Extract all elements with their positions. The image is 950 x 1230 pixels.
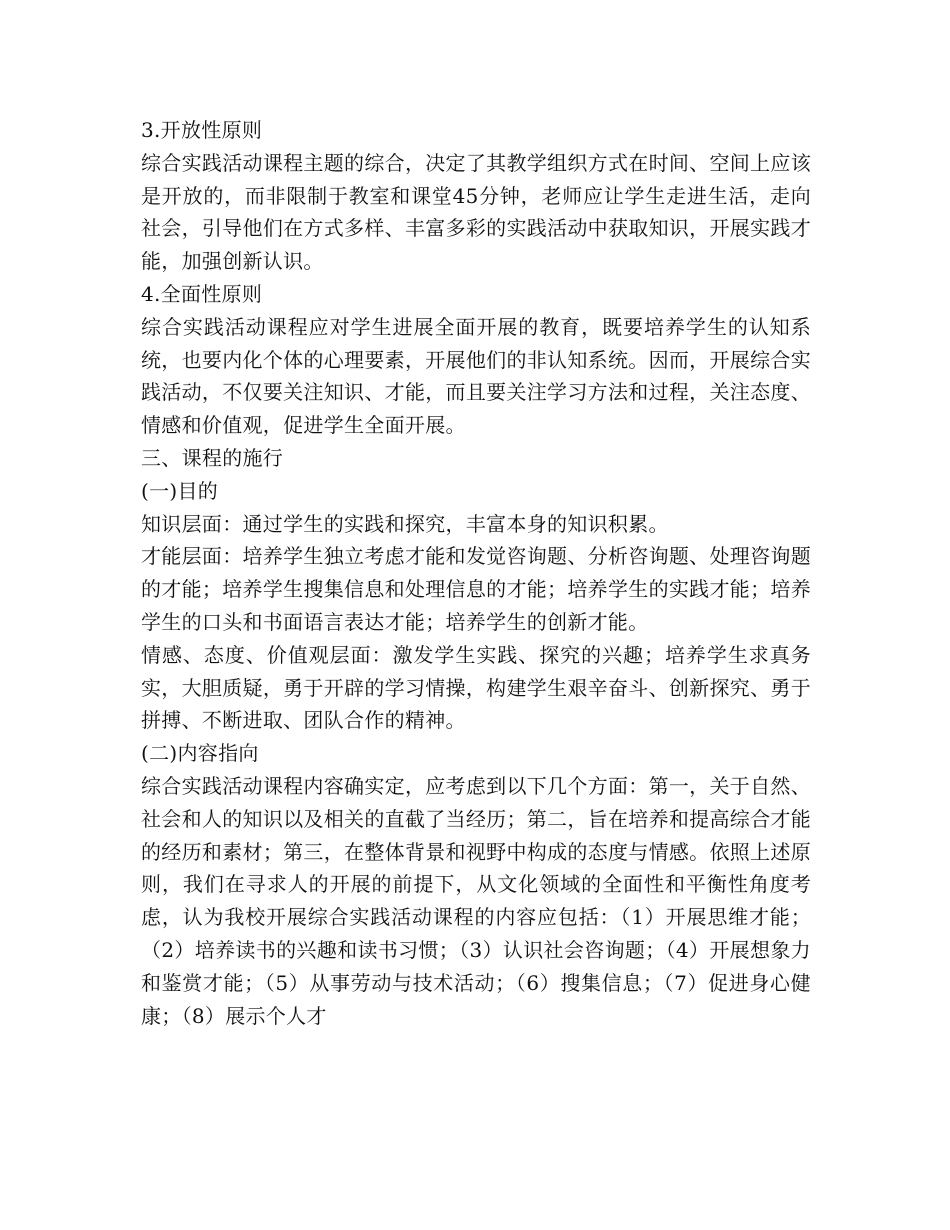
subsection-heading-content-direction: (二)内容指向 — [141, 741, 259, 766]
paragraph-openness: 综合实践活动课程主题的综合，决定了其教学组织方式在时间、空间上应该是开放的，而非限制于教室和课堂45分钟，老师应让学生走进生活，走向社会，引导他们在方式多样、丰富多彩的实践活动中获取知识，开展实践才能，加强创新认识。 — [141, 150, 811, 274]
document-page — [141, 114, 811, 1032]
paragraph-emotion-attitude-level: 情感、态度、价值观层面：激发学生实践、探究的兴趣；培养学生求真务实，大胆质疑，勇于开辟的学习情操，构建学生艰辛奋斗、创新探究、勇于拼搏、不断进取、团队合作的精神。 — [141, 642, 811, 733]
paragraph-knowledge-level: 知识层面：通过学生的实践和探究，丰富本身的知识积累。 — [141, 511, 669, 536]
paragraph-comprehensiveness: 综合实践活动课程应对学生进展全面开展的教育，既要培养学生的认知系统，也要内化个体的心理要素，开展他们的非认知系统。因而，开展综合实践活动，不仅要关注知识、才能，而且要关注学习方法和过程，关注态度、情感和价值观，促进学生全面开展。 — [141, 314, 811, 438]
section-heading-openness: 3.开放性原则 — [141, 118, 263, 142]
section-heading-comprehensiveness: 4.全面性原则 — [141, 281, 263, 306]
chapter-heading-implementation: 三、课程的施行 — [141, 445, 284, 470]
paragraph-ability-level: 才能层面：培养学生独立考虑才能和发觉咨询题、分析咨询题、处理咨询题的才能；培养学生搜集信息和处理信息的才能；培养学生的实践才能；培养学生的口头和书面语言表达才能；培养学生的创新才能。 — [141, 544, 811, 634]
subsection-heading-goals: (一)目的 — [141, 478, 219, 503]
paragraph-content-direction: 综合实践活动课程内容确实定，应考虑到以下几个方面：第一，关于自然、社会和人的知识以及相关的直截了当经历；第二，旨在培养和提高综合才能的经历和素材；第三，在整体背景和视野中构成的态度与情感。依照上述原则，我们在寻求人的开展的前提下，从文化领域的全面性和平衡性角度考虑，认为我校开展综合实践活动课程的内容应包括：（1）开展思维才能；（2）培养读书的兴趣和读书习惯；（3）认识社会咨询题；（4）开展想象力和鉴赏才能；（5）从事劳动与技术活动；（6）搜集信息；（7）促进身心健康；（8）展示个人才 — [141, 773, 811, 1028]
